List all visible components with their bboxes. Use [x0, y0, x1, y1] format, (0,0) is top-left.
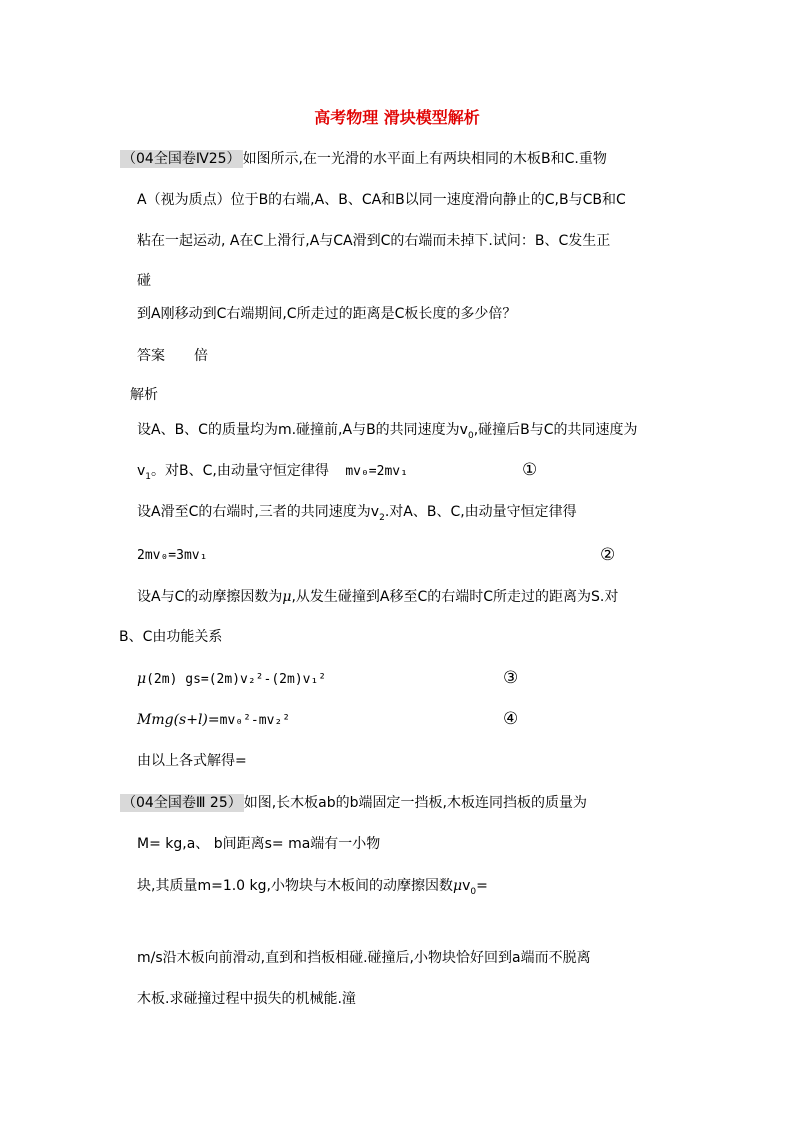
problem1-text-1: 如图所示,在一光滑的水平面上有两块相同的木板B和C.重物: [242, 151, 607, 167]
problem1-line2: A（视为质点）位于B的右端,A、B、CA和B以同一速度滑向静止的C,B与CB和C: [137, 192, 626, 208]
problem2-line3: [137, 877, 488, 901]
equation-number-4: ④: [503, 709, 519, 729]
problem2-line1: [120, 794, 587, 812]
problem1-line3: 粘在一起运动, A在C上滑行,A与CA滑到C的右端而未掉下.试问：B、C发生正: [137, 233, 611, 249]
mu-symbol: μ: [137, 671, 147, 687]
equation-4: [137, 711, 290, 730]
solution-line3: [137, 503, 577, 527]
problem2-text-1: 如图,长木板ab的b端固定一挡板,木板连同挡板的质量为: [243, 795, 587, 811]
solution-text: 。对B、C,由动量守恒定律得: [151, 463, 329, 479]
equation-2: 2mv₀=3mv₁: [137, 548, 208, 563]
solution-text: 设A、B、C的质量均为m.碰撞前,A与B的共同速度为v: [137, 422, 468, 438]
problem2-text: 块,其质量m=1.0 kg,小物块与木板间的动摩擦因数: [137, 878, 453, 894]
equals: =: [476, 878, 488, 894]
problem2-source-tag: （04全国卷Ⅲ 25）: [122, 795, 242, 811]
subscript: 0: [467, 430, 474, 441]
equation-4-italic: Mmg(s+l)=: [137, 712, 220, 728]
problem2-line4: m/s沿木板向前滑动,直到和挡板相碰.碰撞后,小物块恰好回到a端而不脱离: [137, 950, 591, 966]
subscript: 1: [145, 471, 152, 482]
equation-3: [137, 670, 326, 689]
analysis-label: 解析: [130, 387, 158, 403]
problem1-line4: 碰: [137, 273, 151, 289]
solution-text: .对A、B、C,由动量守恒定律得: [384, 504, 577, 520]
solution-line5: B、C由功能关系: [119, 629, 223, 645]
solution-text: 设A滑至C的右端时,三者的共同速度为v: [137, 504, 380, 520]
answer-label: 答案: [137, 348, 165, 364]
solution-text: ,碰撞后B与C的共同速度为: [473, 422, 638, 438]
var-v: v: [137, 463, 146, 479]
problem1-source-tag: （04全国卷Ⅳ25）: [122, 151, 241, 167]
conclusion: 由以上各式解得=: [137, 753, 247, 769]
solution-text: ,从发生碰撞到A移至C的右端时C所走过的距离为S.对: [291, 589, 619, 605]
mu-symbol: μ: [282, 589, 292, 605]
equation-number-1: ①: [522, 460, 538, 480]
mu-symbol: μ: [452, 878, 463, 894]
problem1-line1: [120, 150, 607, 168]
subscript: 2: [379, 512, 385, 523]
problem2-line5: 木板.求碰撞过程中损失的机械能.潼: [137, 991, 356, 1007]
equation-1: mv₀=2mv₁: [345, 464, 408, 479]
equation-3-text: (2m) gs=(2m)v₂²-(2m)v₁²: [146, 672, 327, 687]
solution-line4: [137, 588, 618, 606]
answer-value: 倍: [194, 348, 208, 364]
equation-number-2: ②: [600, 545, 616, 565]
subscript: 0: [470, 886, 477, 897]
var-v: v: [462, 878, 471, 894]
solution-line2: [137, 462, 408, 486]
solution-text: 设A与C的动摩擦因数为: [137, 589, 283, 605]
problem1-line5: 到A刚移动到C右端期间,C所走过的距离是C板长度的多少倍？: [137, 306, 517, 322]
equation-number-3: ③: [503, 668, 519, 688]
problem2-line2: M= kg,a、 b间距离s= ma端有一小物: [137, 836, 381, 852]
solution-line1: [137, 421, 638, 445]
page-title: 高考物理 滑块模型解析: [314, 108, 480, 127]
equation-4-text: mv₀²-mv₂²: [219, 713, 291, 728]
